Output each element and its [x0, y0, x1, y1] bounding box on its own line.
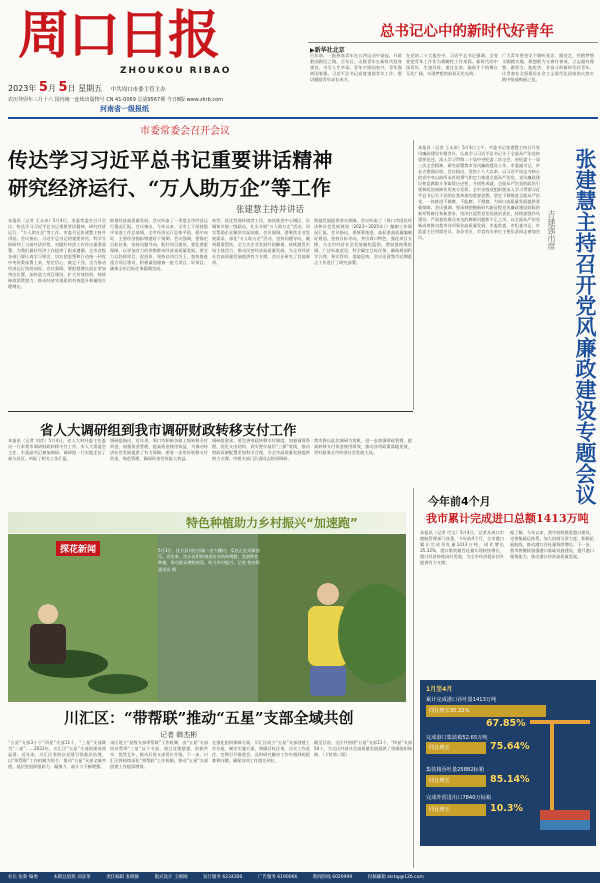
- infobox-row2-tag2: 同比增长: [429, 745, 450, 751]
- main-article-col2: 助推经济高质量发展。会议听取了一季度全市经济运行情况汇报。会议指出，今年以来，全市上下坚持稳中求进工作总基调，全市经济运行总体平稳、稳中向好，主要经济指标增速好于预期。会议强调，要锚定目标任务，坚持问题导向，抓好项目建设，强化要素保障，以更加有力的举措推动经济高质量发展。要全力以赴抓项目、促投资，坚持以项目为王，加快推进重点项目建设，积极谋划储备一批大项目、好项目，确保全年目标任务圆满完成。: [110, 218, 208, 271]
- stats-col1: 本报讯（记者 付文）5月4日，记者从周口市港航管理部门获悉，今年前4个月，全市港口累计完成吞吐量1413万吨，同比增长35.32%，港口集装箱吞吐量实现较快增长，港口经济持续向好发展，为全市经济稳步回升提供有力支撑。: [420, 530, 504, 565]
- section3-col1: “五星”支部3小于“四星”支部11个，“三星”支部降为“二星”……2022年，川汇区“五星”支部创建成效显著。近年来，川汇区坚持以党建引领基层治理，以“带帮联”工作机制为抓手，推动“五星”支部全域共创，基层党组织组织力、凝聚力、战斗力不断增强。: [8, 740, 106, 769]
- infobox-row1-value: 67.85%: [486, 718, 526, 729]
- main-headline-line2[interactable]: 研究经济运行、“万人助万企”等工作: [8, 176, 332, 200]
- date-line: [8, 80, 166, 95]
- footer-item: 本期总值班 刘彦革: [53, 875, 91, 880]
- infobox-row4-tag: 完成外贸进出口7840万标箱: [426, 795, 492, 801]
- infobox-heading: 1月至4月: [426, 686, 453, 693]
- meeting-label: 市委常委会召开会议: [140, 126, 230, 137]
- photo-caption: 5月3日，沈丘县刘庄店镇一处大棚内，瓜农正在采摘西瓜。近年来，沈丘县积极推进农业结构调整，发展特色种植，带动群众增收致富，助力乡村振兴。记者 徐启铭 通讯员 摄: [158, 548, 260, 572]
- cn-line: 中共周口市委主管主办: [110, 87, 166, 93]
- top-article-text-col1: 百年前，一批热血青年在五四运动中奋起，开辟救国救民之路。百年后，无数青年在新时代投身建设，书写人生华章。青年兴则国家兴，青年强则国家强。习近平总书记高度重视青年工作，殷切勉励青年成长成才。: [310, 53, 402, 82]
- infobox-row1-tag2: 同比增长35.32%: [429, 708, 470, 714]
- date-month-unit: 月: [47, 84, 56, 93]
- footer-bar: [0, 872, 600, 883]
- section2-col1: 本报讯（记者 刘彦）5月4日，省人大财经委主任委员一行来我市调研财政转移支付工作。市人大常委会主任、市委副书记参加调研。调研组一行实地走访了部分县区，听取了相关工作汇报。: [8, 438, 106, 461]
- date-day-unit: 日: [67, 84, 76, 93]
- main-article-col1: 本报讯（记者 王永泉）5月4日，市委常委会召开会议，传达学习习近平总书记重要讲话精神，研究经济运行、“万人助万企”等工作。市委书记张建慧主持并讲话。会议指出，习近平总书记的重要讲话，科学分析研判了当前经济形势，对做好经济工作作出重要部署，为我们做好经济工作提供了根本遵循。全市各级各部门要认真学习领会，切实把思想和行动统一到党中央决策部署上来，坚定信心、鼓足干劲，全力推动经济运行持续向好。会议强调，要把稳增长放在更加突出位置，加快重大项目建设，扩大有效投资，持续释放消费潜力，推动经济实现质的有效提升和量的合理增长。: [8, 218, 106, 289]
- feature-banner-title[interactable]: 特色种植助力乡村振兴“加速跑”: [186, 516, 358, 530]
- stats-infobox: [420, 680, 596, 846]
- top-article-text-col3: 广大青年要坚定不移听党话、跟党走，怀抱梦想又脚踏实地，敢想敢为又善作善成，立志做有理想、敢担当、能吃苦、肯奋斗的新时代好青年，让青春在全面建设社会主义现代化国家的火热实践中绽放绚丽之花。: [502, 53, 594, 82]
- issue-line: [8, 96, 223, 103]
- section3-headline[interactable]: 川汇区：“带帮联”推动“五星”支部全域共创: [64, 709, 354, 727]
- top-column-heading: ▶新华社北京: [310, 47, 345, 54]
- date-month: 5: [38, 80, 48, 95]
- issue-info: 国内统一连续出版物号 CN 41-0069 总第9567期 今日8版: [54, 97, 185, 103]
- top-article-text-col2: 在党的二十大报告中，习近平总书记强调，全党要把青年工作作为战略性工作来抓。新时代的中国青年，生逢其时，重任在肩，施展才干的舞台无比广阔，实现梦想的前景无比光明。: [406, 53, 498, 76]
- site: www.zkrb.com: [186, 97, 224, 103]
- footer-item: 广告服务 6190066: [257, 875, 298, 880]
- section2-col2: 调研组指出，近年来，周口市积极争取上级转移支付资金，加强资金管理，提高资金使用效益，为推动经济社会发展提供了有力保障。要进一步用好转移支付资金，规范管理，确保资金发挥最大效益。: [110, 438, 208, 461]
- section2-col4: 我市将以此次调研为契机，进一步加强财政管理，提高转移支付资金使用绩效，推动各项政策落地见效，更好服务全市经济社会发展大局。: [314, 438, 412, 455]
- infobox-row2-tag: 完成港口集装箱52.65万吨: [426, 735, 488, 741]
- infobox-row3-tag: 集装箱吞吐量25882标箱: [426, 767, 485, 773]
- footer-item: 投稿邮箱 zkrbg@126.com: [367, 875, 424, 880]
- date-day: 5: [58, 80, 68, 95]
- section3-col2: 该区建立“星级支部带帮联”工作机制，由“五星”支部结对帮带“三星”以下支部，通过党建联建、资源共享、优势互补，推动后进支部晋位升级。下一步，川汇区将持续深化“带帮联”工作机制，推动“五星”支部创建工作提质增效。: [110, 740, 208, 769]
- section2-headline[interactable]: 省人大调研组到我市调研财政转移支付工作: [40, 423, 297, 439]
- weekday: 星期五: [78, 84, 103, 93]
- infobox-row4-value: 10.3%: [490, 803, 523, 814]
- infobox-row1-tag: 累计完成港口吞吐量1413万吨: [426, 697, 497, 703]
- date-year: 2023年: [8, 84, 37, 93]
- sidebar-headline[interactable]: 张建慧主持召开党风廉政建设专题会议: [573, 148, 597, 505]
- photo-label: 探花新闻: [56, 541, 100, 556]
- top-headline[interactable]: 总书记心中的新时代好青年: [380, 24, 554, 40]
- footer-item: 新闻热线 6029999: [312, 875, 353, 880]
- section3-col3: 在强化组织保障方面，川汇区成立“五星”支部创建工作专班，制定实施方案，明确目标任务，压实工作责任，定期召开推进会，及时研究解决工作中遇到的困难和问题，确保各项工作落实到位。: [212, 740, 310, 763]
- footer-item: 责任编辑 张晓静: [106, 875, 140, 880]
- section2-col3: 调研组要求，要完善财政转移支付制度，加强预算管理，优化支出结构，切实兜牢基层“三保”底线，推动财政资源配置更加科学合理，为全市高质量发展提供财力支撑。市相关部门负责同志陪同调研。: [212, 438, 310, 461]
- divider: [308, 42, 598, 43]
- sidebar-byline: 吉建强出席: [547, 210, 556, 250]
- section3-byline: 记者 韩杰彬: [160, 731, 198, 739]
- infobox-row3-value: 85.14%: [490, 774, 530, 785]
- stats-headline[interactable]: 我市累计完成进口总额1413万吨: [426, 512, 589, 525]
- section3-col4: 截至目前，全区共创建“五星”支部11个、“四星”支部50个，为全区经济社会高质量发展提供了坚强组织保障。（下转第二版）: [314, 740, 412, 757]
- main-article-col4: 跨越发展提供坚实保障。会议听取了《周口市国民经济和社会发展规划（2023—2025年）》编制工作情况汇报。会议指出，要统筹推进，高标准高质量编制好规划，坚持目标导向，突出周口特色，强化项目支撑，为全市经济社会发展描绘蓝图。要加强统筹协调，广泛听取意见，科学确定目标任务，确保规划科学合理、务实管用、落地见效。会议还就我市近期重点工作进行了研究部署。: [314, 218, 412, 265]
- infobox-row2-value: 75.64%: [490, 741, 530, 752]
- infobox-row4-tag2: 同比增长: [429, 807, 450, 813]
- main-headline-line1[interactable]: 传达学习习近平总书记重要讲话精神: [8, 148, 333, 172]
- footer-item: 社长 张新 编委: [8, 875, 38, 880]
- footer-item: 版式设计 王刚刚: [154, 875, 188, 880]
- main-article-col3: 转型、优化营商环境等工作，加快推进中心城区、县城和乡镇三级联动，扎实开展“万人助万企”活动，切实帮助企业解决实际困难。会议强调，要聚焦企业发展需求，深化“万人助万企”活动，坚持问题导向，做到精准帮扶，全力为企业发展纾困解难，持续激发市场主体活力，推动民营经济高质量发展，为全市经济社会高质量发展提供有力支撑。会议还研究了其他事项。: [212, 218, 310, 265]
- stats-label: 今年前4个月: [428, 495, 491, 508]
- lunar: 农历癸卯年三月十六: [8, 97, 54, 103]
- masthead-pinyin: ZHOUKOU RIBAO: [120, 66, 232, 76]
- footer-item: 发行服务 6234300: [202, 875, 243, 880]
- stats-col2: 据了解，今年以来，我市持续推进港口建设，完善集疏运体系，加大招商引资力度，积极拓展航线，推动港口吞吐量持续增长。下一步，我市将继续加强港口基础设施建设，提升港口服务能力，推动港口经济高质量发展。: [510, 530, 594, 559]
- section-tag: 河南省一级报纸: [100, 105, 149, 113]
- sidebar-article-text: 本报讯（记者 王永泉）5月4日上午，市委书记张建慧主持召开党风廉政建设专题会议，认真学习习近平总书记关于全面从严治党的重要论述，深入学习贯彻二十届中央纪委二次全会、省纪委十一届三次全会精神，研究部署我市党风廉政建设工作。市委副书记、市长吉建强出席。会议指出，党的十八大以来，以习近平同志为核心的党中央以前所未有的勇气和定力推进全面从严治党，党风廉政建设和反腐败斗争取得历史性、开创性成就，全面从严治党的政治引领和政治保障作用充分发挥。全市各级党组织要深入学习贯彻习近平总书记关于党的自我革命的重要思想，坚定不移推进全面从严治党，一体推进不敢腐、不能腐、不想腐，为周口高质量发展提供坚强保障。会议强调，要深刻把握新时代新征程党风廉政建设面临的新形势新任务新要求，坚决扛起管党治党政治责任，持续加强作风建设，严肃查处群众身边的腐败问题和不正之风，以全面从严治党新成效推动我市各项事业高质量发展。市委常委、市纪委书记、市监委主任列席会议，各县市区、市直有关单位主要负责同志参加会议。: [418, 145, 540, 240]
- main-subtitle: 张建慧主持并讲话: [236, 205, 305, 215]
- masthead-title: 周口日报: [18, 5, 219, 66]
- infobox-row3-tag2: 同比增长: [429, 778, 450, 784]
